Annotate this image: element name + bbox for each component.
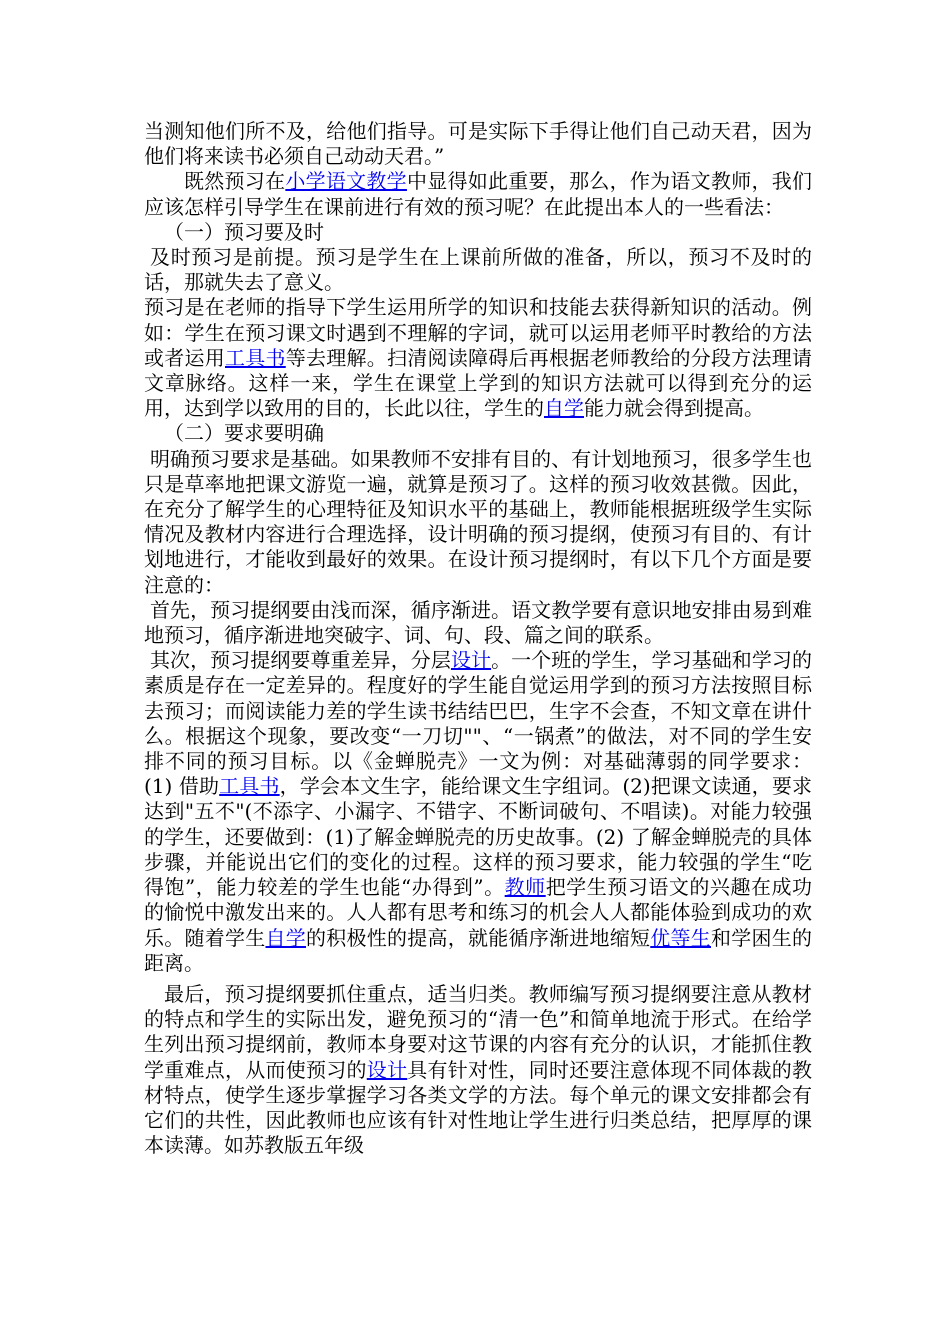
- paragraph-8: [144, 982, 812, 1158]
- text-run: 把学生预习语文的兴趣在成功的愉悦中激发出来的。人人都有思考和练习的机会人人都能体验到成功的欢乐。随着学生: [144, 875, 813, 950]
- text-run: 其次，预习提纲要尊重差异，分层: [150, 648, 451, 673]
- inline-link[interactable]: 设计: [366, 1057, 408, 1082]
- inline-link[interactable]: 小学语文教学: [285, 169, 407, 194]
- inline-link[interactable]: 设计: [450, 648, 492, 673]
- text-run: 预习是在老师的指导下学生运用所学的知识和技能去获得新知识的活动。例如：学生在预习课文时遇到不理解的字词，就可以运用老师平时教给的方法或者运用: [144, 295, 812, 370]
- inline-link[interactable]: 教师: [504, 875, 546, 900]
- paragraph-4: [144, 295, 812, 421]
- text-run: 中显得如此重要，那么，作为语文教师，我们应该怎样引导学生在课前进行有效的预习呢？在此提出本人的一些看法：: [144, 169, 813, 219]
- text-run: 具有针对性，同时还要注意体现不同体裁的教材特点，使学生逐步掌握学习各类文学的方法。每个单元的课文安排都会有它们的共性，因此教师也应该有针对性地让学生进行归类总结，把厚厚的课本读薄。如苏教版五年级: [144, 1057, 812, 1158]
- text-run: 和学困生的距离。: [144, 925, 812, 975]
- heading-2: [144, 421, 812, 446]
- inline-link[interactable]: 工具书: [225, 345, 286, 370]
- text-run: 当测知他们所不及，给他们指导。可是实际下手得让他们自己动天君，因为他们将来读书必须自己动动天君。”: [144, 119, 812, 169]
- paragraph-3: [144, 245, 812, 295]
- text-run: 的积极性的提高，就能循序渐进地缩短: [306, 925, 651, 950]
- document-body: [144, 119, 812, 1158]
- text-run: 等去理解。扫清阅读障碍后再根据老师教给的分段方法理请文章脉络。这样一来，学生在课堂上学到的知识方法就可以得到充分的运用，达到学以致用的目的，长此以往，学生的: [144, 345, 812, 421]
- text-run: （二）要求要明确: [164, 421, 324, 446]
- heading-1: [144, 220, 812, 245]
- text-run: 。一个班的学生，学习基础和学习的素质是存在一定差异的。程度好的学生能自觉运用学到的预习方法按照目标去预习；而阅读能力差的学生读书结结巴巴，生字不会查，不知文章在讲什么。根据这个现象，要改变“一刀切""、“一锅煮”的做法，对不同的学生安排不同的预习目标。以《金蝉脱壳》一文为例：对基础薄弱的同学要求：(1) 借助: [144, 648, 812, 799]
- text-run: ，学会本文生字，能给课文生字组词。(2)把课文读通，要求达到"五不"(不添字、小漏字、不错字、不断词破句、不唱读)。对能力较强的学生，还要做到：(1)了解金蝉脱壳的历史故事。(2) 了解金蝉脱壳的具体步骤，并能说出它们的变化的过程。这样的预习要求，能力较强的学生“吃得饱”，能力较差的学生也能“办得到”。: [144, 774, 812, 900]
- inline-link[interactable]: 优等生: [650, 925, 711, 950]
- paragraph-2: [144, 169, 812, 219]
- text-run: 能力就会得到提高。: [584, 396, 764, 421]
- text-run: 明确预习要求是基础。如果教师不安排有目的、有计划地预习，很多学生也只是草率地把课文游览一遍，就算是预习了。这样的预习收效甚微。因此，在充分了解学生的心理特征及知识水平的基础上，教师能根据班级学生实际情况及教材内容进行合理选择，设计明确的预习提纲，使预习有目的、有计划地进行，才能收到最好的效果。在设计预习提纲时，有以下几个方面是要注意的：: [144, 446, 812, 597]
- text-run: 及时预习是前提。预习是学生在上课前所做的准备，所以，预习不及时的话，那就失去了意义。: [144, 245, 812, 295]
- paragraph-7: [144, 648, 812, 976]
- inline-link[interactable]: 工具书: [219, 774, 280, 799]
- text-run: （一）预习要及时: [164, 219, 324, 244]
- inline-link[interactable]: 自学: [265, 925, 306, 950]
- text-run: 首先，预习提纲要由浅而深，循序渐进。语文教学要有意识地安排由易到难地预习，循序渐进地突破字、词、句、段、篇之间的联系。: [144, 597, 812, 648]
- paragraph-6: [144, 598, 812, 648]
- paragraph-1: [144, 119, 812, 169]
- inline-link[interactable]: 自学: [544, 396, 584, 421]
- paragraph-5: [144, 447, 812, 598]
- text-run: 最后，预习提纲要抓住重点，适当归类。教师编写预习提纲要注意从教材的特点和学生的实际出发，避免预习的“清一色”和简单地流于形式。在给学生列出预习提纲前，教师本身要对这节课的内容有充分的认识，才能抓住教学重难点，从而使预习的: [144, 981, 812, 1082]
- text-run: 既然预习在: [184, 169, 286, 194]
